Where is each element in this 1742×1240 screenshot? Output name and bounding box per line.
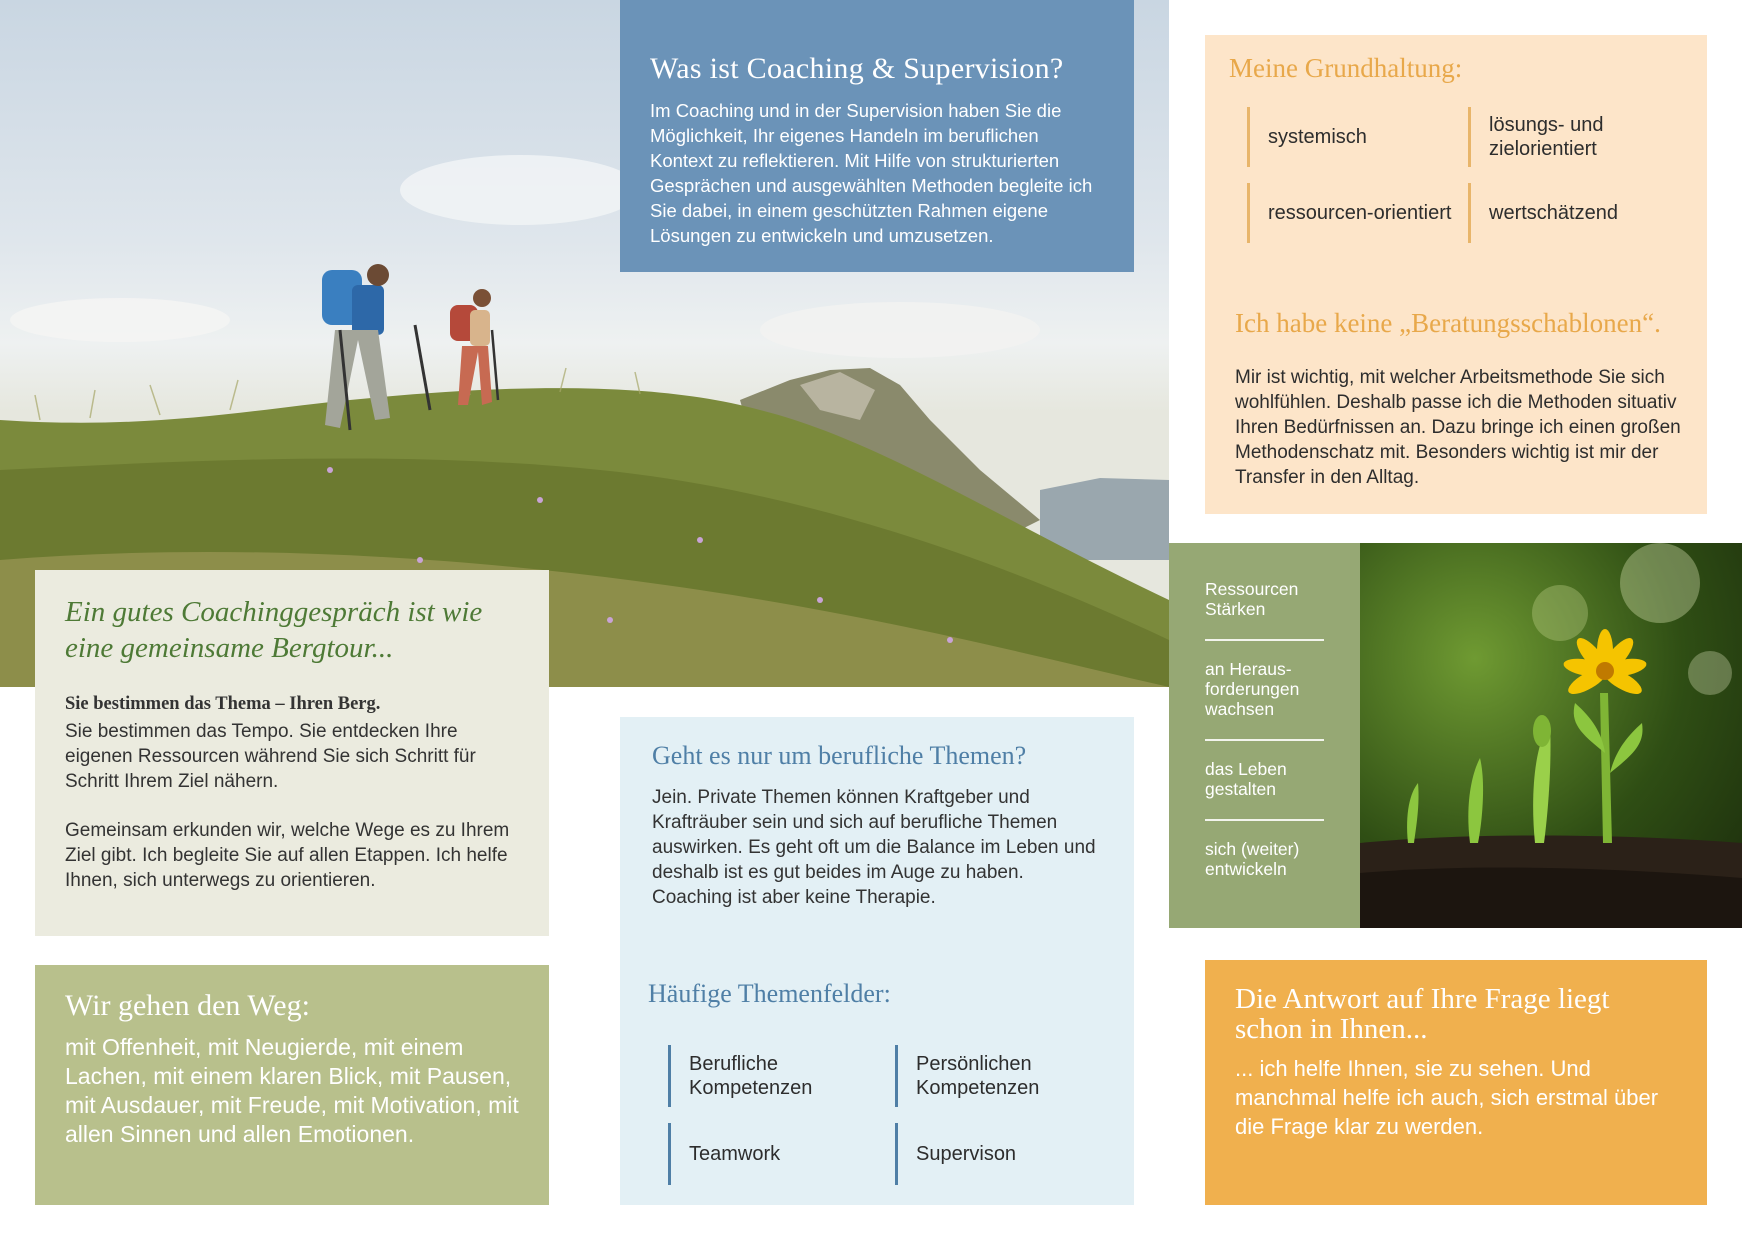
- antwort-text: ... ich helfe Ihnen, sie zu sehen. Und manchmal helfe ich auch, sich erstmal über die Frage klar zu werden.: [1235, 1056, 1659, 1139]
- themenfeld-item: Berufliche Kompetenzen: [668, 1045, 889, 1107]
- antwort-title: Die Antwort auf Ihre Frage liegt schon in Ihnen...: [1235, 983, 1610, 1045]
- grundhaltung-subtitle: Ich habe keine „Beratungsschablonen“.: [1235, 308, 1661, 338]
- ressourcen-divider: [1205, 819, 1324, 821]
- coaching-definition-text: Im Coaching und in der Supervision haben Sie die Möglichkeit, Ihr eigenes Handeln im beruflichen Kontext zu reflektieren. Mit Hilfe von strukturierten Gesprächen und ausgewählten Methoden begleite ich Sie dabei, in einem geschützten Rahmen eigene Lösungen zu entwickeln und umzusetzen.: [650, 100, 1093, 246]
- grundhaltung-item: wertschätzend: [1468, 183, 1689, 243]
- bergtour-text-1: Sie bestimmen das Tempo. Sie entdecken Ihre eigenen Ressourcen während Sie sich Schritt für Schritt Ihrem Ziel nähern.: [65, 721, 476, 792]
- themenfeld-item: Persönlichen Kompetenzen: [895, 1045, 1116, 1107]
- yellow-flower: [1562, 629, 1648, 699]
- coaching-definition-title: Was ist Coaching & Supervision?: [650, 52, 1064, 85]
- grundhaltung-text: Mir ist wichtig, mit welcher Arbeitsmethode Sie sich wohlfühlen. Deshalb passe ich die Methoden situativ Ihren Bedürfnissen an. Dazu bringe ich einen großen Methodenschatz mit. Besonders wichtig ist mir der Transfer in den Alltag.: [1235, 367, 1681, 488]
- themenfelder-title: Häufige Themenfelder:: [648, 979, 891, 1008]
- coaching-definition-box: [620, 0, 1134, 272]
- themenfeld-item: Supervison: [895, 1123, 1116, 1185]
- sprout-illustration: [1360, 543, 1742, 928]
- bergtour-title: Ein gutes Coachinggespräch ist wie eine gemeinsame Bergtour...: [65, 596, 483, 664]
- ressourcen-item: sich (weiter) entwickeln: [1205, 839, 1300, 879]
- ressourcen-divider: [1205, 639, 1324, 641]
- themenfeld-item: Teamwork: [668, 1123, 889, 1185]
- ressourcen-divider: [1205, 739, 1324, 741]
- themen-title: Geht es nur um berufliche Themen?: [652, 741, 1027, 770]
- hiker-woman: [450, 289, 498, 405]
- grundhaltung-box: [1205, 35, 1707, 514]
- bergtour-lead: Sie bestimmen das Thema – Ihren Berg.: [65, 694, 381, 714]
- themen-box: [620, 717, 1134, 1205]
- weg-box: [35, 965, 549, 1205]
- grundhaltung-item: lösungs- und zielorientiert: [1468, 107, 1689, 167]
- bergtour-box: [35, 570, 549, 936]
- bergtour-text-2: Gemeinsam erkunden wir, welche Wege es zu Ihrem Ziel gibt. Ich begleite Sie auf allen Etappen. Ich helfe Ihnen, sich unterwegs zu orientieren.: [65, 820, 510, 891]
- grundhaltung-item: systemisch: [1247, 107, 1468, 167]
- ressourcen-column: [1169, 543, 1360, 928]
- ressourcen-item: an Heraus-forderungen wachsen: [1205, 659, 1300, 719]
- ressourcen-item: das Leben gestalten: [1205, 759, 1287, 799]
- weg-title: Wir gehen den Weg:: [65, 989, 310, 1022]
- sprout-flower-photo: [1360, 543, 1742, 928]
- weg-text: mit Offenheit, mit Neugierde, mit einem Lachen, mit einem klaren Blick, mit Pausen, mit Ausdauer, mit Freude, mit Motivation, mit allen Sinnen und allen Emotionen.: [65, 1034, 519, 1147]
- grundhaltung-item: ressourcen-orientiert: [1247, 183, 1468, 243]
- ressourcen-item: Ressourcen Stärken: [1205, 579, 1299, 619]
- grundhaltung-title: Meine Grundhaltung:: [1229, 53, 1463, 83]
- antwort-box: [1205, 960, 1707, 1205]
- themen-text: Jein. Private Themen können Kraftgeber und Krafträuber sein und sich auf berufliche Themen auswirken. Es geht oft um die Balance im Leben und deshalb ist es gut beides im Auge zu haben. Coaching ist aber keine Therapie.: [652, 787, 1096, 908]
